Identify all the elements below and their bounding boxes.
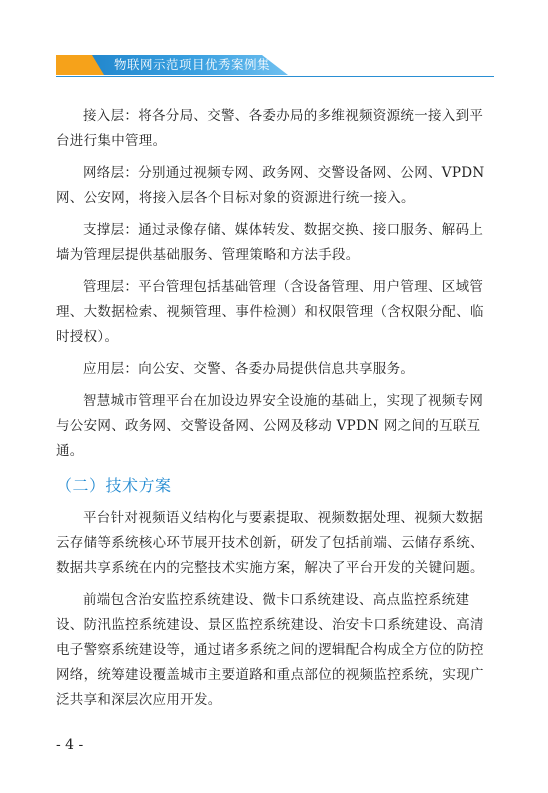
section-heading: （二）技术方案 (56, 476, 172, 495)
paragraph-frontend-systems: 前端包含治安监控系统建设、微卡口系统建设、高点监控系统建设、防汛监控系统建设、景区监控系统建设、治安卡口系统建设、高清电子警察系统建设等，通过诸多系统之间的逻辑配合构成全方位的防控网络，统筹建设覆盖城市主要道路和重点部位的视频监控系统，实现广泛共享和深层次应用开发。 (56, 592, 484, 708)
page-body (56, 104, 495, 720)
paragraph-access-layer: 接入层：将各分局、交警、各委办局的多维视频资源统一接入到平台进行集中管理。 (56, 108, 484, 149)
paragraph-network-layer: 网络层：分别通过视频专网、政务网、交警设备网、公网、VPDN 网、公安网，将接入层各个目标对象的资源进行统一接入。 (56, 165, 485, 206)
paragraph-tech-innovation: 平台针对视频语义结构化与要素提取、视频数据处理、视频大数据云存储等系统核心环节展开技术创新，研发了包括前端、云储存系统、数据共享系统在内的完整技术实施方案，解决了平台开发的关键问题。 (56, 510, 484, 576)
running-header (56, 55, 288, 75)
page-number: - 4 - (56, 737, 84, 753)
paragraph-platform-summary: 智慧城市管理平台在加设边界安全设施的基础上，实现了视频专网与公安网、政务网、交警设备网、公网及移动 VPDN 网之间的互联互通。 (56, 393, 484, 459)
paragraph-management-layer: 管理层：平台管理包括基础管理（含设备管理、用户管理、区域管理、大数据检索、视频管理、事件检测）和权限管理（含权限分配、临时授权）。 (56, 279, 484, 345)
paragraph-application-layer: 应用层：向公安、交警、各委办局提供信息共享服务。 (83, 361, 415, 377)
header-rule (56, 76, 494, 77)
paragraph-support-layer: 支撑层：通过录像存储、媒体转发、数据交换、接口服务、解码上墙为管理层提供基础服务、管理策略和方法手段。 (56, 222, 484, 263)
header-title: 物联网示范项目优秀案例集 (114, 57, 271, 72)
